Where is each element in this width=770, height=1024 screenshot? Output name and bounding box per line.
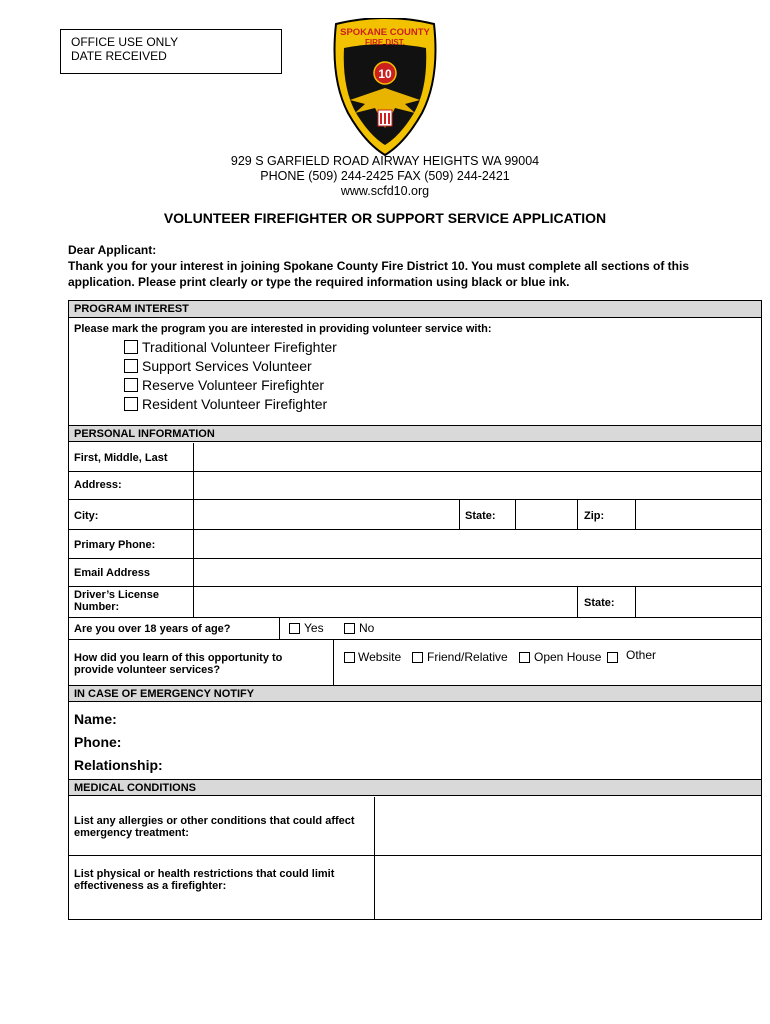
zip-field[interactable] xyxy=(636,500,761,529)
age-yes-checkbox[interactable] xyxy=(289,623,300,634)
city-label: City: xyxy=(74,510,99,522)
program-checkbox-traditional[interactable] xyxy=(124,340,138,354)
medical-header: MEDICAL CONDITIONS xyxy=(69,779,761,796)
program-option-resident: Resident Volunteer Firefighter xyxy=(142,396,328,412)
primary-phone-field[interactable] xyxy=(194,530,761,558)
email-field[interactable] xyxy=(194,559,761,586)
emergency-phone-label: Phone: xyxy=(74,734,122,750)
full-name-label: First, Middle, Last xyxy=(74,452,168,464)
learn-other-label: Other xyxy=(626,648,657,662)
age-question: Are you over 18 years of age? xyxy=(74,623,231,635)
program-option-support: Support Services Volunteer xyxy=(142,358,312,374)
state-label: State: xyxy=(465,510,496,522)
program-checkbox-resident[interactable] xyxy=(124,397,138,411)
emergency-header: IN CASE OF EMERGENCY NOTIFY xyxy=(69,685,761,702)
date-received-label: DATE RECEIVED xyxy=(71,49,167,63)
learn-openhouse-label: Open House xyxy=(534,650,602,664)
learn-friend-label: Friend/Relative xyxy=(427,650,508,664)
logo-number: 10 xyxy=(378,67,392,81)
office-use-label: OFFICE USE ONLY xyxy=(71,35,179,49)
program-checkbox-reserve[interactable] xyxy=(124,378,138,392)
emergency-name-label: Name: xyxy=(74,711,117,727)
full-name-field[interactable] xyxy=(194,443,761,471)
program-checkbox-support[interactable] xyxy=(124,359,138,373)
intro-body: Thank you for your interest in joining Spokane County Fire District 10. You must complete all sections of this application. Please print clearly or type the required information using black or blue ink. xyxy=(68,259,689,289)
license-label: Driver’s License Number: xyxy=(74,589,159,613)
age-no-checkbox[interactable] xyxy=(344,623,355,634)
program-interest-header: PROGRAM INTEREST xyxy=(69,301,761,318)
address-label: Address: xyxy=(74,479,122,491)
license-state-field[interactable] xyxy=(636,587,761,617)
address-field[interactable] xyxy=(194,472,761,499)
age-yes-label: Yes xyxy=(304,621,324,635)
license-state-label: State: xyxy=(584,597,615,609)
learn-website-checkbox[interactable] xyxy=(344,652,355,663)
state-field[interactable] xyxy=(516,500,576,529)
logo-county-text: SPOKANE COUNTY xyxy=(340,27,430,38)
intro-text xyxy=(68,242,718,290)
restrictions-label: List physical or health restrictions that could limit effectiveness as a firefighter: xyxy=(74,868,335,892)
learn-website-label: Website xyxy=(358,650,402,664)
restrictions-field[interactable] xyxy=(376,856,761,919)
allergies-label: List any allergies or other conditions that could affect emergency treatment: xyxy=(74,815,355,839)
logo-district-text: FIRE DIST. xyxy=(364,38,406,47)
district-website[interactable]: www.scfd10.org xyxy=(340,184,430,198)
allergies-field[interactable] xyxy=(376,797,761,852)
zip-label: Zip: xyxy=(584,510,605,522)
intro-greeting: Dear Applicant: xyxy=(68,243,157,257)
email-label: Email Address xyxy=(74,567,151,579)
learn-question: How did you learn of this opportunity to provide volunteer services? xyxy=(74,652,283,676)
district-address: 929 S GARFIELD ROAD AIRWAY HEIGHTS WA 99004 xyxy=(230,154,540,168)
program-instruction: Please mark the program you are interested in providing volunteer service with: xyxy=(74,323,492,335)
learn-friend-checkbox[interactable] xyxy=(412,652,423,663)
age-no-label: No xyxy=(359,621,375,635)
personal-info-header: PERSONAL INFORMATION xyxy=(69,425,761,442)
learn-other-checkbox[interactable] xyxy=(607,652,618,663)
program-option-reserve: Reserve Volunteer Firefighter xyxy=(142,377,325,393)
license-field[interactable] xyxy=(194,587,574,617)
office-use-box xyxy=(60,29,282,74)
district-phones: PHONE (509) 244-2425 FAX (509) 244-2421 xyxy=(260,169,510,183)
city-field[interactable] xyxy=(194,500,459,529)
form-title: VOLUNTEER FIREFIGHTER OR SUPPORT SERVICE APPLICATION xyxy=(163,210,607,226)
primary-phone-label: Primary Phone: xyxy=(74,539,156,551)
program-option-traditional: Traditional Volunteer Firefighter xyxy=(142,339,337,355)
learn-openhouse-checkbox[interactable] xyxy=(519,652,530,663)
application-form xyxy=(68,300,762,920)
emergency-relationship-label: Relationship: xyxy=(74,757,163,773)
fire-district-logo xyxy=(330,18,440,158)
